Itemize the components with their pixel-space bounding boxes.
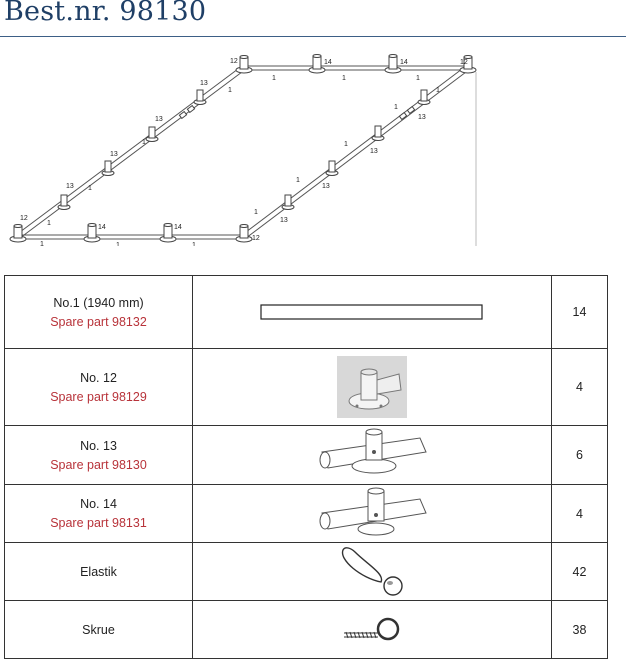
table-row (5, 276, 608, 349)
edge-connector (418, 90, 430, 105)
diagram-label: 1 (47, 220, 51, 227)
part-name: No.1 (1940 mm) (53, 295, 144, 310)
diagram-label: 13 (66, 183, 74, 190)
diagram-label: 13 (155, 116, 163, 123)
diagram-label: 13 (200, 80, 208, 87)
diagram-label: 1 (192, 242, 196, 246)
diagram-label: 1 (116, 242, 120, 246)
diagram-label: 1 (272, 75, 276, 82)
part-image-cell (193, 349, 552, 426)
elastic-icon (337, 544, 407, 600)
corner-connector (236, 56, 252, 74)
part-quantity: 4 (552, 485, 608, 543)
screw-hook-icon (342, 615, 402, 645)
part-quantity: 4 (552, 349, 608, 426)
part-name-cell (5, 349, 193, 426)
part-name-cell (5, 426, 193, 485)
spare-part-number: Spare part 98129 (50, 389, 147, 404)
diagram-label: 1 (416, 75, 420, 82)
diagram-label: 13 (322, 183, 330, 190)
part-name-cell (5, 276, 193, 349)
spare-part-number: Spare part 98131 (50, 516, 147, 530)
part-quantity: 38 (552, 601, 608, 659)
diagram-label: 1 (228, 87, 232, 94)
corner-connector-icon (337, 356, 407, 418)
diagram-label: 1 (436, 87, 440, 94)
diagram-label: 1 (142, 139, 146, 146)
edge-connector (194, 90, 206, 105)
parts-table (4, 275, 608, 659)
diagram-label: 1 (394, 104, 398, 111)
part-image-cell (193, 543, 552, 601)
edge-connector (385, 55, 401, 74)
diagram-label: 13 (418, 114, 426, 121)
edge-connector (326, 161, 338, 176)
part-quantity: 6 (552, 426, 608, 485)
diagram-label: 1 (254, 209, 258, 216)
corner-connector (10, 225, 26, 243)
part-name-cell (5, 601, 193, 659)
diagram-label: 1 (342, 75, 346, 82)
diagram-label: 12 (20, 215, 28, 222)
diagram-label: 14 (174, 224, 182, 231)
part-quantity: 14 (552, 276, 608, 349)
diagram-label: 13 (370, 148, 378, 155)
part-name: No. 13 (80, 438, 117, 453)
part-image-cell (193, 426, 552, 485)
part-name: Skrue (82, 622, 115, 637)
part-quantity: 42 (552, 543, 608, 601)
edge-connector (372, 126, 384, 141)
diagram-label: 14 (400, 59, 408, 66)
spare-part-number: Spare part 98132 (50, 314, 147, 329)
edge-connector (309, 55, 325, 74)
page-title: Best.nr. 98130 (4, 0, 207, 27)
part-name: No. 14 (80, 497, 117, 511)
table-row (5, 543, 608, 601)
diagram-label: 1 (88, 185, 92, 192)
frame-assembly-diagram (4, 52, 478, 246)
diagram-label: 13 (110, 151, 118, 158)
part-image-cell (193, 601, 552, 659)
part-name: No. 12 (80, 370, 117, 385)
diagram-label: 12 (230, 58, 238, 65)
table-row (5, 601, 608, 659)
diagram-label: 14 (324, 59, 332, 66)
connector-13-icon (316, 428, 428, 482)
diagram-label: 13 (280, 217, 288, 224)
diagram-label: 1 (344, 141, 348, 148)
tube-bar-icon (260, 302, 484, 322)
title-divider (0, 36, 626, 37)
diagram-label: 14 (98, 224, 106, 231)
part-name-cell (5, 485, 193, 543)
spare-part-number: Spare part 98130 (50, 457, 147, 472)
diagram-label: 12 (460, 59, 468, 66)
part-image-cell (193, 485, 552, 543)
edge-connector (146, 127, 158, 142)
table-row (5, 349, 608, 426)
table-row (5, 485, 608, 543)
table-row (5, 426, 608, 485)
part-image-cell (193, 276, 552, 349)
diagram-label: 12 (252, 235, 260, 242)
diagram-label: 1 (40, 241, 44, 246)
diagram-label: 1 (296, 177, 300, 184)
corner-connector (236, 225, 252, 243)
part-name-cell (5, 543, 193, 601)
connector-14-icon (316, 487, 428, 541)
part-name: Elastik (80, 564, 117, 579)
